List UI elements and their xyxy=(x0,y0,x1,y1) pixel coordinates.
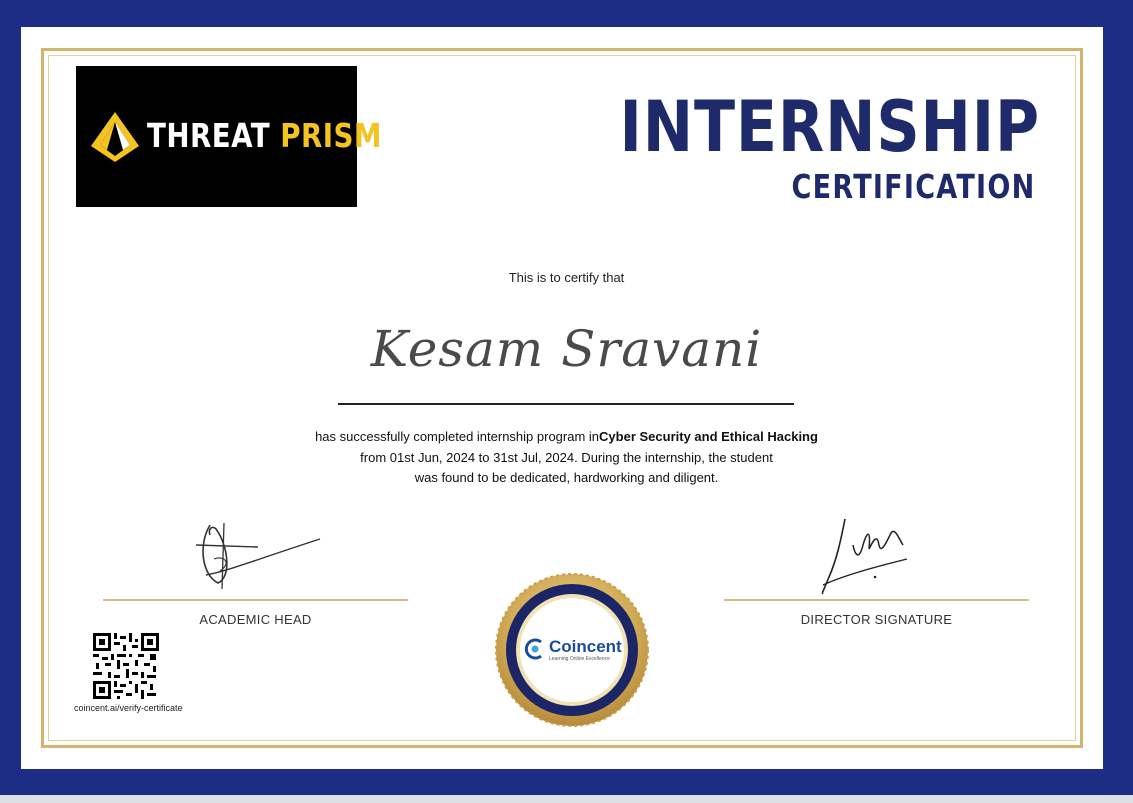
seal-tagline: Learning Online Excellence xyxy=(549,656,610,662)
body-line-1-text: has successfully completed internship program in xyxy=(315,429,600,444)
academic-head-line xyxy=(103,599,408,601)
director-signature xyxy=(815,515,915,597)
coincent-logo-icon xyxy=(523,638,547,660)
body-line-1 xyxy=(0,429,1133,444)
seal-brand: Coincent xyxy=(549,637,622,656)
verify-url: coincent.ai/verify-certificate xyxy=(74,703,183,713)
name-underline xyxy=(338,403,794,405)
body-line-3: was found to be dedicated, hardworking and diligent. xyxy=(414,470,719,485)
logo-word-threat: THREAT xyxy=(147,116,271,155)
program-name: Cyber Security and Ethical Hacking xyxy=(599,429,818,444)
verification-qr-code-icon xyxy=(93,633,159,699)
body-line-2: from 01st Jun, 2024 to 31st Jul, 2024. During the internship, the student xyxy=(360,450,773,465)
intro-text: This is to certify that xyxy=(508,270,625,285)
director-signature-label: DIRECTOR SIGNATURE xyxy=(800,612,953,627)
academic-head-label: ACADEMIC HEAD xyxy=(199,612,312,627)
director-line xyxy=(724,599,1029,601)
certificate-title: INTERNSHIP xyxy=(619,86,1040,168)
logo-word-prism: PRISM xyxy=(280,116,382,155)
certificate-subtitle: CERTIFICATION xyxy=(791,167,1035,206)
logo-wordmark xyxy=(147,116,382,155)
recipient-name: Kesam Sravani xyxy=(370,320,763,378)
threat-prism-logo xyxy=(76,66,382,207)
academic-head-signature xyxy=(188,515,328,593)
prism-logo-icon xyxy=(89,110,141,162)
page-bottom-strip xyxy=(0,795,1133,803)
